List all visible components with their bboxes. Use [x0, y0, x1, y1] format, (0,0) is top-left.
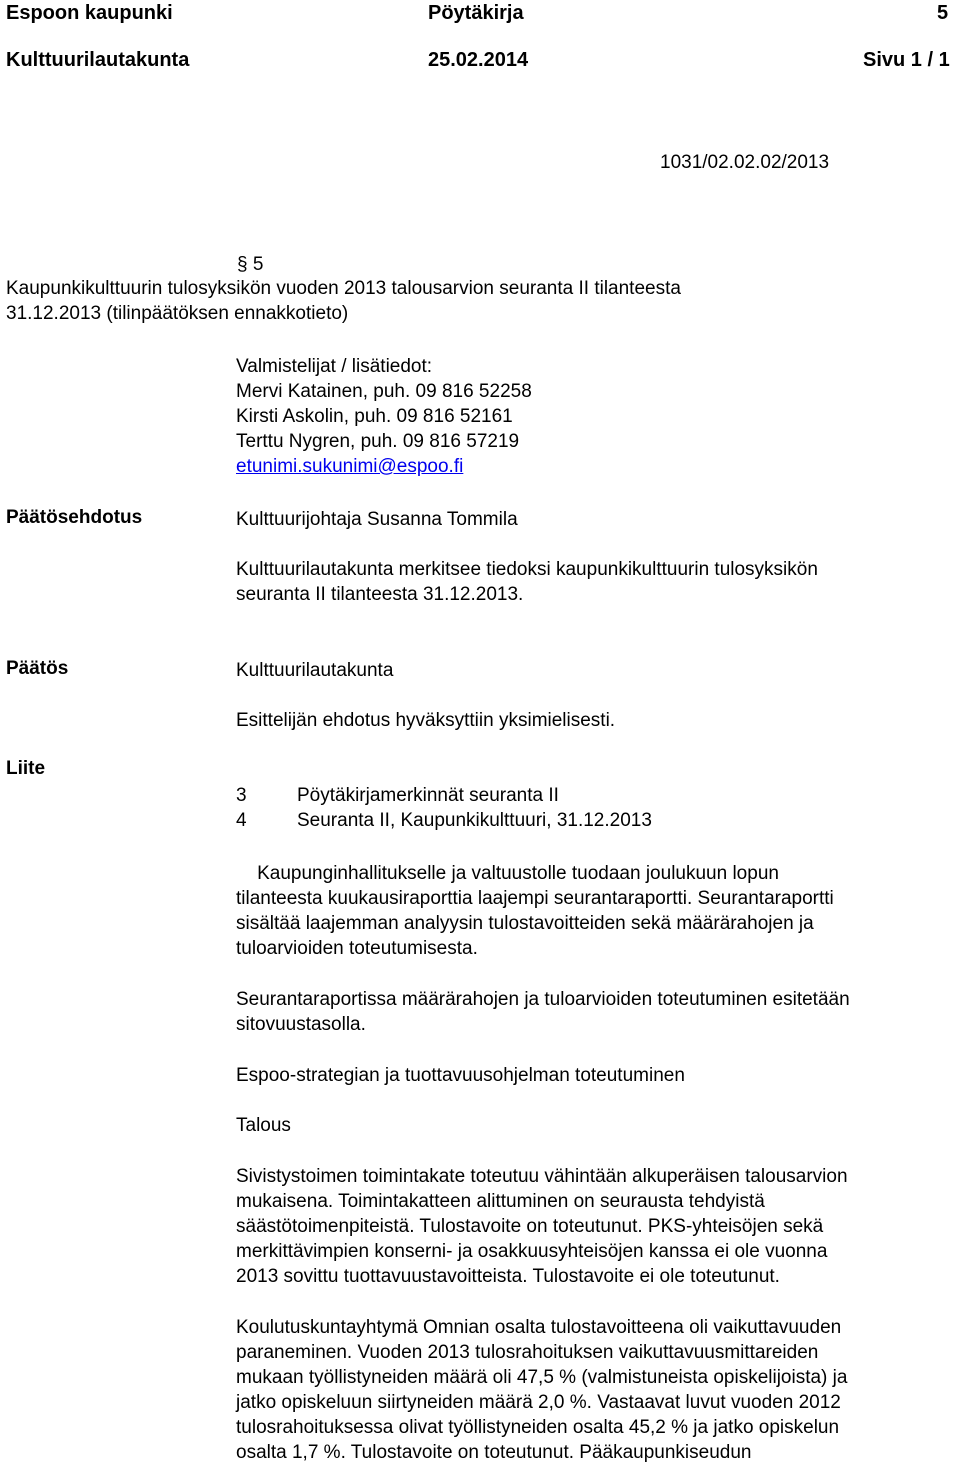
paragraph-line: mukaan työllistyneiden määrä oli 47,5 % (valmistuneista opiskelijoista) ja [236, 1367, 848, 1388]
preparers-label: Valmistelijat / lisätiedot: [236, 356, 433, 377]
decision-text: Esittelijän ehdotus hyväksyttiin yksimielisesti. [236, 710, 616, 731]
header-date: 25.02.2014 [428, 49, 529, 71]
proposer: Kulttuurijohtaja Susanna Tommila [236, 509, 518, 530]
header-board: Kulttuurilautakunta [6, 49, 190, 71]
attachment-number: 3 [236, 785, 247, 806]
paragraph-line: paraneminen. Vuoden 2013 tulosrahoituksen vaikuttavuusmittareiden [236, 1342, 819, 1363]
preparer-contact: Terttu Nygren, puh. 09 816 57219 [236, 431, 520, 452]
proposal-label: Päätösehdotus [6, 507, 143, 528]
paragraph-line: tuloarvioiden toteutumisesta. [236, 938, 478, 959]
email-link[interactable]: etunimi.sukunimi@espoo.fi [236, 456, 464, 477]
paragraph-line: osalta 1,7 %. Tulostavoite on toteutunut. Pääkaupunkiseudun [236, 1442, 752, 1463]
paragraph-line: Seurantaraportissa määrärahojen ja tuloarvioiden toteutuminen esitetään [236, 989, 850, 1010]
header-page-number: Sivu 1 / 1 [863, 49, 950, 71]
paragraph-line: tulosrahoituksessa olivat työllistyneiden osalta 45,2 % ja jatko opiskelun [236, 1417, 840, 1438]
section-mark: § 5 [237, 254, 264, 275]
paragraph-line: mukaisena. Toimintakatteen alittuminen on seurausta tehdyistä [236, 1191, 765, 1212]
proposal-text-line-2: seuranta II tilanteesta 31.12.2013. [236, 584, 524, 605]
subheading-finance: Talous [236, 1115, 291, 1136]
header-doc-type: Pöytäkirja [428, 2, 524, 24]
attachment-number: 4 [236, 810, 247, 831]
title-line-2: 31.12.2013 (tilinpäätöksen ennakkotieto) [6, 303, 349, 324]
proposal-text-line-1: Kulttuurilautakunta merkitsee tiedoksi kaupunkikulttuurin tulosyksikön [236, 559, 818, 580]
reference-number: 1031/02.02.02/2013 [660, 152, 830, 173]
paragraph-line: Sivistystoimen toimintakate toteutuu vähintään alkuperäisen talousarvion [236, 1166, 848, 1187]
decision-body: Kulttuurilautakunta [236, 660, 394, 681]
header-section-number: 5 [937, 2, 949, 24]
paragraph-line: sitovuustasolla. [236, 1014, 366, 1035]
attachment-item[interactable]: Pöytäkirjamerkinnät seuranta II [297, 785, 559, 806]
paragraph-line: merkittävimpien konserni- ja osakkuusyhteisöjen kanssa ei ole vuonna [236, 1241, 828, 1262]
paragraph-line: säästötoimenpiteistä. Tulostavoite on toteutunut. PKS-yhteisöjen sekä [236, 1216, 824, 1237]
decision-label: Päätös [6, 658, 69, 679]
subheading-strategy: Espoo-strategian ja tuottavuusohjelman toteutuminen [236, 1065, 685, 1086]
preparer-contact: Mervi Katainen, puh. 09 816 52258 [236, 381, 532, 402]
paragraph-line: Kaupunginhallitukselle ja valtuustolle tuodaan joulukuun lopun [236, 863, 779, 884]
attachments-label: Liite [6, 758, 46, 779]
paragraph-line: Koulutuskuntayhtymä Omnian osalta tulostavoitteena oli vaikuttavuuden [236, 1317, 842, 1338]
paragraph-line: sisältää laajemman analyysin tulostavoitteiden sekä määrärahojen ja [236, 913, 814, 934]
paragraph-line: jatko opiskeluun siirtyneiden määrä 2,0 %. Vastaavat luvut vuoden 2012 [236, 1392, 841, 1413]
preparer-contact: Kirsti Askolin, puh. 09 816 52161 [236, 406, 513, 427]
attachment-item[interactable]: Seuranta II, Kaupunkikulttuuri, 31.12.2013 [297, 810, 652, 831]
paragraph-line: tilanteesta kuukausiraporttia laajempi seurantaraportti. Seurantaraportti [236, 888, 834, 909]
paragraph-line: 2013 sovittu tuottavuustavoitteista. Tulostavoite ei ole toteutunut. [236, 1266, 780, 1287]
title-line-1: Kaupunkikulttuurin tulosyksikön vuoden 2013 talousarvion seuranta II tilanteesta [6, 278, 681, 299]
header-org: Espoon kaupunki [6, 2, 173, 24]
